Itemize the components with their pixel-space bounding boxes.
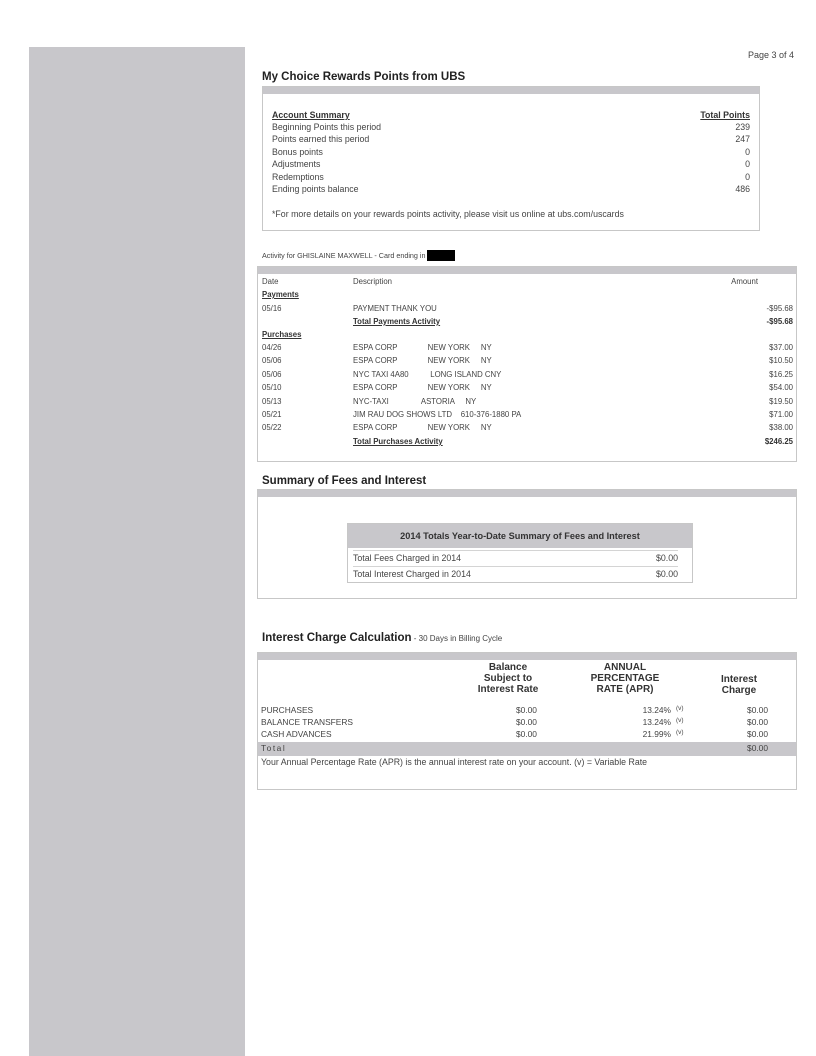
interest-title <box>262 632 502 644</box>
tx-date: 05/10 <box>262 383 282 392</box>
rewards-title: My Choice Rewards Points from UBS <box>262 71 466 83</box>
rewards-row-value: 247 <box>735 134 750 144</box>
rewards-row-value: 239 <box>735 122 750 132</box>
interest-charge: $0.00 <box>747 729 768 739</box>
table-row <box>262 382 793 393</box>
tx-amount: $37.00 <box>769 343 793 352</box>
apr-header-line: PERCENTAGE <box>590 673 660 684</box>
rewards-row-label: Adjustments <box>272 159 321 169</box>
interest-total-value: $0.00 <box>747 743 768 753</box>
payments-label: Payments <box>262 290 299 299</box>
fees-row-value: $0.00 <box>655 569 678 579</box>
interest-apr: 21.99% <box>642 729 671 739</box>
tx-date: 05/22 <box>262 423 282 432</box>
tx-date: 05/21 <box>262 410 282 419</box>
tx-description: ESPA CORP NEW YORK NY <box>353 356 492 365</box>
rewards-row <box>272 158 750 170</box>
tx-date: 05/06 <box>262 370 282 379</box>
rewards-row-label: Bonus points <box>272 147 323 157</box>
tx-description: NYC TAXI 4A80 LONG ISLAND CNY <box>353 370 502 379</box>
table-row <box>261 717 768 728</box>
purchases-label: Purchases <box>262 330 302 339</box>
fees-top-bar <box>258 490 796 497</box>
apr-header-line: RATE (APR) <box>596 684 654 695</box>
interest-charge: $0.00 <box>747 717 768 727</box>
rewards-row-value: 0 <box>745 147 750 157</box>
amount-header: Amount <box>731 277 758 286</box>
rewards-summary-box <box>262 86 760 231</box>
payments-total-label: Total Payments Activity <box>353 317 441 326</box>
apr-header <box>575 662 675 695</box>
description-header: Description <box>353 277 392 286</box>
rewards-row-label: Beginning Points this period <box>272 122 382 132</box>
interest-type: CASH ADVANCES <box>261 729 332 739</box>
interest-total-label: Total <box>261 743 287 753</box>
fees-row-label: Total Interest Charged in 2014 <box>353 569 471 579</box>
rewards-row <box>272 121 750 133</box>
interest-title-text: Interest Charge Calculation <box>262 632 412 644</box>
fees-box <box>257 489 797 599</box>
transactions-top-bar <box>258 267 796 274</box>
interest-balance: $0.00 <box>516 705 537 715</box>
tx-description: PAYMENT THANK YOU <box>353 304 437 313</box>
interest-subtitle: - 30 Days in Billing Cycle <box>411 634 503 643</box>
rewards-row <box>272 183 750 195</box>
table-row <box>261 729 768 740</box>
tx-date: 05/13 <box>262 397 282 406</box>
balance-header-line: Interest Rate <box>477 684 539 695</box>
rewards-row-label: Points earned this period <box>272 134 370 144</box>
interest-note: Your Annual Percentage Rate (APR) is the annual interest rate on your account. (v) = Variable Rate <box>261 757 648 767</box>
table-row <box>262 355 793 366</box>
table-row <box>262 422 793 433</box>
tx-amount: $10.50 <box>769 356 793 365</box>
transactions-header-row <box>262 276 793 287</box>
payments-total-amount: -$95.68 <box>766 317 793 326</box>
fees-row <box>353 550 678 566</box>
payments-total-row <box>262 316 793 327</box>
tx-description: ESPA CORP NEW YORK NY <box>353 343 492 352</box>
interest-balance: $0.00 <box>516 717 537 727</box>
interest-type: BALANCE TRANSFERS <box>261 717 353 727</box>
charge-header-line: Charge <box>721 685 757 696</box>
fees-row <box>353 566 678 582</box>
page-number: Page 3 of 4 <box>747 50 794 60</box>
rewards-row-label: Redemptions <box>272 172 324 182</box>
variable-flag: (v) <box>676 717 684 724</box>
tx-description: ESPA CORP NEW YORK NY <box>353 383 492 392</box>
purchases-section-label <box>262 329 793 340</box>
tx-amount: $38.00 <box>769 423 793 432</box>
charge-header-line: Interest <box>720 674 758 685</box>
tx-date: 05/06 <box>262 356 282 365</box>
date-header: Date <box>262 277 279 286</box>
interest-total-bar <box>258 742 796 756</box>
tx-description: JIM RAU DOG SHOWS LTD 610-376-1880 PA <box>353 410 522 419</box>
activity-label-text: Activity for GHISLAINE MAXWELL - Card ending in <box>262 251 426 260</box>
table-row <box>261 705 768 716</box>
tx-amount: $16.25 <box>769 370 793 379</box>
total-points-header: Total Points <box>700 110 750 120</box>
fees-row-label: Total Fees Charged in 2014 <box>353 553 462 563</box>
charge-header <box>704 674 774 696</box>
fees-table-title: 2014 Totals Year-to-Date Summary of Fees and Interest <box>348 524 692 548</box>
rewards-row-value: 0 <box>745 159 750 169</box>
table-row <box>262 369 793 380</box>
left-sidebar <box>29 47 245 1056</box>
variable-flag: (v) <box>676 705 684 712</box>
table-row <box>262 303 793 314</box>
interest-balance: $0.00 <box>516 729 537 739</box>
redaction-box <box>427 250 455 261</box>
account-summary-header: Account Summary <box>272 110 350 120</box>
table-row <box>262 342 793 353</box>
tx-amount: $71.00 <box>769 410 793 419</box>
rewards-row-value: 0 <box>745 172 750 182</box>
rewards-header-row <box>272 109 750 121</box>
fees-ytd-table <box>347 523 693 583</box>
rewards-row-label: Ending points balance <box>272 184 359 194</box>
table-row <box>262 409 793 420</box>
rewards-row <box>272 171 750 183</box>
purchases-total-row <box>262 436 793 447</box>
purchases-total-amount: $246.25 <box>764 437 793 446</box>
interest-apr: 13.24% <box>642 717 671 727</box>
balance-header-line: Subject to <box>483 673 533 684</box>
balance-header-line: Balance <box>488 662 528 673</box>
transactions-box <box>257 266 797 462</box>
interest-top-bar <box>258 653 796 660</box>
rewards-note: *For more details on your rewards points activity, please visit us online at ubs.com/uscards <box>272 209 624 219</box>
balance-header <box>468 662 548 695</box>
tx-amount: $19.50 <box>769 397 793 406</box>
interest-box <box>257 652 797 790</box>
fees-title: Summary of Fees and Interest <box>262 475 427 487</box>
tx-date: 04/26 <box>262 343 282 352</box>
tx-date: 05/16 <box>262 304 282 313</box>
tx-description: ESPA CORP NEW YORK NY <box>353 423 492 432</box>
rewards-top-bar <box>263 87 759 94</box>
interest-apr: 13.24% <box>642 705 671 715</box>
tx-amount: $54.00 <box>769 383 793 392</box>
rewards-row <box>272 133 750 145</box>
interest-type: PURCHASES <box>261 705 314 715</box>
variable-flag: (v) <box>676 729 684 736</box>
apr-header-line: ANNUAL <box>603 662 647 673</box>
fees-row-value: $0.00 <box>655 553 678 563</box>
interest-charge: $0.00 <box>747 705 768 715</box>
table-row <box>262 396 793 407</box>
purchases-total-label: Total Purchases Activity <box>353 437 443 446</box>
rewards-row-value: 486 <box>735 184 750 194</box>
activity-label <box>262 250 455 261</box>
rewards-row <box>272 146 750 158</box>
payments-section-label <box>262 289 793 300</box>
tx-amount: -$95.68 <box>766 304 793 313</box>
tx-description: NYC-TAXI ASTORIA NY <box>353 397 477 406</box>
